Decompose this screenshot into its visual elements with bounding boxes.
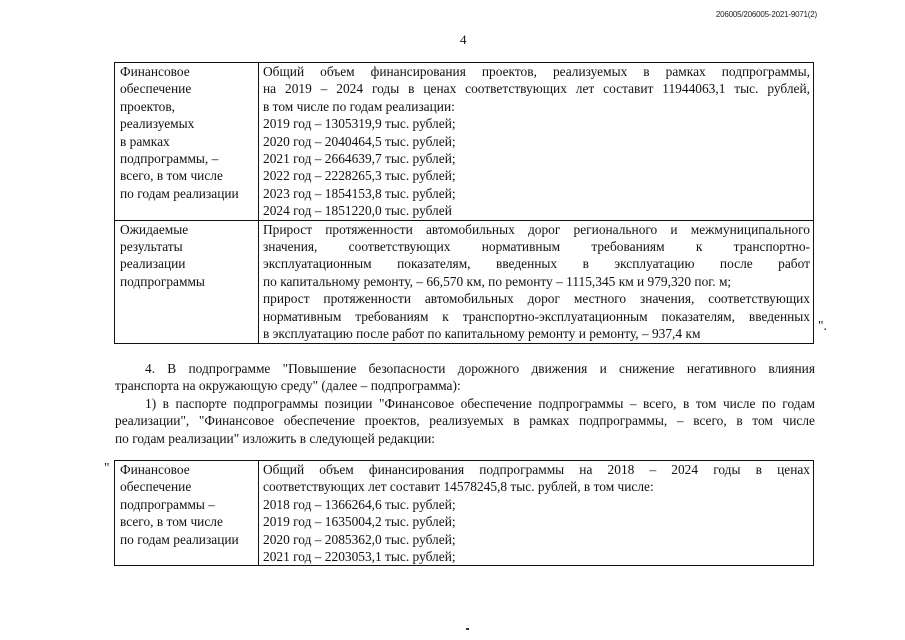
row-label-cell — [115, 63, 259, 221]
content-line: соответствующих лет составит 14578245,8 тыс. рублей, в том числе: — [263, 479, 654, 495]
year-amount-line: 2021 год – 2664639,7 тыс. рублей; — [263, 151, 456, 167]
label-line: в рамках — [120, 133, 170, 149]
label-line: всего, в том числе — [120, 168, 223, 184]
passport-table-1 — [114, 62, 814, 344]
year-amount-line: 2019 год – 1305319,9 тыс. рублей; — [263, 116, 456, 132]
paragraph-subprogram-4 — [115, 360, 815, 395]
row-content-cell — [259, 461, 814, 566]
paragraph-line: по годам реализации" изложить в следующей редакции: — [115, 430, 436, 446]
page-number: 4 — [460, 32, 467, 47]
label-line: обеспечение — [120, 479, 192, 495]
label-line: реализуемых — [120, 116, 195, 132]
year-amount-line: 2020 год – 2040464,5 тыс. рублей; — [263, 133, 456, 149]
content-line: Общий объем финансирования проектов, реализуемых в рамках подпрограммы, — [263, 64, 810, 79]
year-amount-line: 2022 год – 2228265,3 тыс. рублей; — [263, 168, 456, 184]
year-amount-line: 2019 год – 1635004,2 тыс. рублей; — [263, 514, 456, 530]
paragraph-line: реализации", "Финансовое обеспечение проектов, реализуемых в рамках подпрограммы, – всего, в том числе — [115, 413, 815, 429]
year-amount-line: 2018 год – 1366264,6 тыс. рублей; — [263, 496, 456, 512]
label-line: реализации — [120, 256, 186, 272]
content-line: нормативным требованиям к транспортно-эксплуатационным показателям, введенных — [263, 308, 810, 324]
content-line: значения, соответствующих нормативным требованиям к транспортно- — [263, 239, 810, 255]
document-id: 206005/206005-2021-9071(2) — [715, 10, 817, 19]
paragraph-line: 1) в паспорте подпрограммы позиции "Финансовое обеспечение подпрограммы – всего, в том числе по годам — [145, 396, 815, 411]
label-line: Ожидаемые — [120, 221, 189, 237]
paragraph-passport-change — [115, 395, 815, 447]
row-content-cell — [259, 63, 814, 221]
label-line: по годам реализации — [120, 531, 239, 547]
label-line: результаты — [120, 239, 183, 255]
label-line: Финансовое — [120, 462, 190, 477]
label-line: подпрограммы — [120, 273, 205, 289]
content-line: в эксплуатацию после работ по капитальному ремонту и ремонту, – 937,4 км — [263, 326, 701, 342]
content-line: Прирост протяженности автомобильных дорог регионального и межмуниципального — [263, 221, 810, 237]
label-line: подпрограммы, – — [120, 151, 219, 167]
label-line: подпрограммы – — [120, 496, 215, 512]
year-amount-line: 2021 год – 2203053,1 тыс. рублей; — [263, 549, 456, 565]
table-row-financing-projects — [115, 63, 814, 221]
content-line: прирост протяженности автомобильных дорог местного значения, соответствующих — [263, 291, 810, 307]
content-line: эксплуатационным показателям, введенных в эксплуатацию после работ — [263, 256, 810, 272]
table-row-financing-subprogram — [115, 461, 814, 566]
label-line: обеспечение — [120, 81, 192, 97]
paragraph-line: 4. В подпрограмме "Повышение безопасности дорожного движения и снижение негативного влияния — [145, 361, 815, 376]
label-line: по годам реализации — [120, 185, 239, 201]
row-label-cell — [115, 461, 259, 566]
table-row-expected-results — [115, 220, 814, 343]
paragraph-line: транспорта на окружающую среду" (далее – подпрограмма): — [115, 378, 461, 394]
label-line: проектов, — [120, 98, 176, 114]
passport-table-2 — [114, 460, 814, 566]
year-amount-line: 2023 год – 1854153,8 тыс. рублей; — [263, 185, 456, 201]
opening-quote: " — [104, 460, 110, 475]
content-line: по капитальному ремонту, – 66,570 км, по ремонту – 1115,345 км и 979,320 пог. м; — [263, 273, 732, 289]
content-line: Общий объем финансирования подпрограммы на 2018 – 2024 годы в ценах — [263, 462, 810, 477]
label-line: всего, в том числе — [120, 514, 223, 530]
scan-mark — [466, 628, 469, 630]
content-line: в том числе по годам реализации: — [263, 98, 455, 114]
year-amount-line: 2024 год – 1851220,0 тыс. рублей — [263, 203, 452, 219]
content-line: на 2019 – 2024 годы в ценах соответствующих лет составит 11944063,1 тыс. рублей, — [263, 81, 810, 97]
year-amount-line: 2020 год – 2085362,0 тыс. рублей; — [263, 531, 456, 547]
label-line: Финансовое — [120, 64, 190, 79]
row-label-cell — [115, 220, 259, 343]
row-content-cell — [259, 220, 814, 343]
closing-quote: ". — [818, 318, 827, 333]
